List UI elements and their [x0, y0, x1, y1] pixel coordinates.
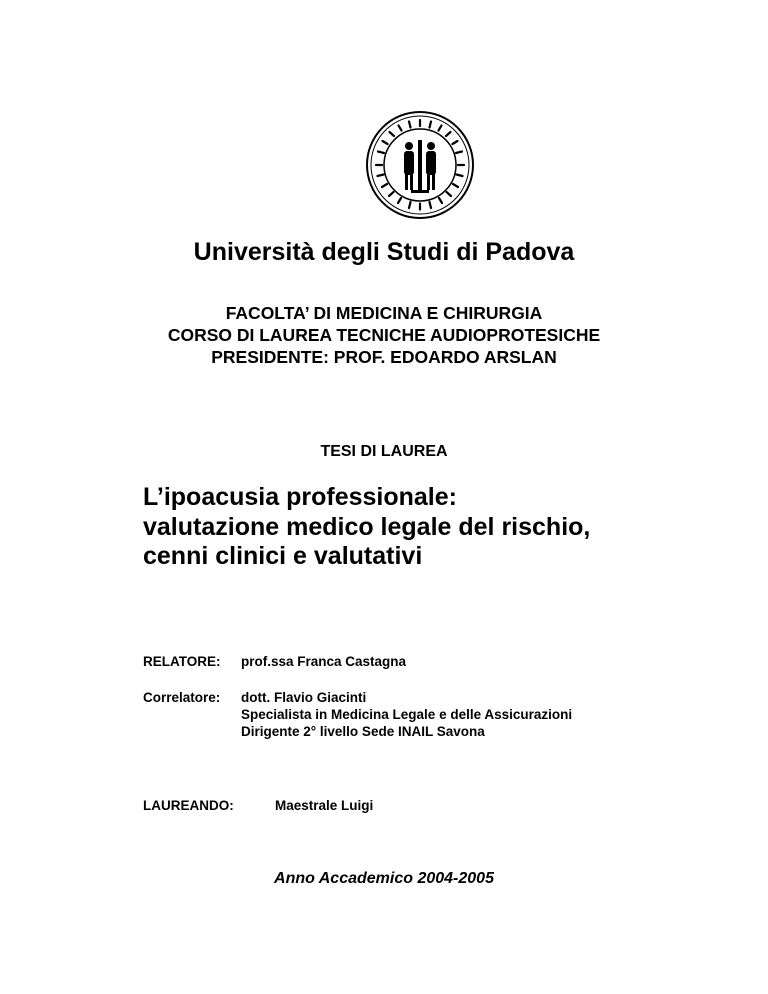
relatore-label: RELATORE:	[143, 654, 221, 669]
faculty-block	[0, 302, 768, 368]
course-line: CORSO DI LAUREA TECNICHE AUDIOPROTESICHE	[167, 325, 601, 345]
correlatore-role: Specialista in Medicina Legale e delle Assicurazioni	[241, 707, 573, 722]
university-seal-icon	[365, 110, 475, 220]
relatore-name: prof.ssa Franca Castagna	[241, 654, 407, 669]
title-line: L’ipoacusia professionale:	[143, 483, 457, 511]
thesis-label: TESI DI LAUREA	[320, 443, 448, 460]
correlatore-role: Dirigente 2° livello Sede INAIL Savona	[241, 724, 485, 739]
president-line: PRESIDENTE: PROF. EDOARDO ARSLAN	[211, 347, 557, 367]
title-line: valutazione medico legale del rischio,	[143, 512, 591, 541]
university-name: Università degli Studi di Padova	[193, 238, 575, 266]
thesis-title	[143, 483, 590, 572]
correlatore-name: dott. Flavio Giacinti	[241, 690, 367, 705]
relatore-row	[143, 653, 406, 670]
faculty-line: FACOLTA’ DI MEDICINA E CHIRURGIA	[225, 303, 543, 323]
laureando-name: Maestrale Luigi	[275, 798, 374, 813]
correlatore-label: Correlatore:	[143, 690, 221, 705]
laureando-label: LAUREANDO:	[143, 798, 234, 813]
title-line: cenni clinici e valutativi	[143, 542, 423, 570]
academic-year: Anno Accademico 2004-2005	[274, 870, 494, 887]
correlatore-row	[143, 689, 572, 740]
